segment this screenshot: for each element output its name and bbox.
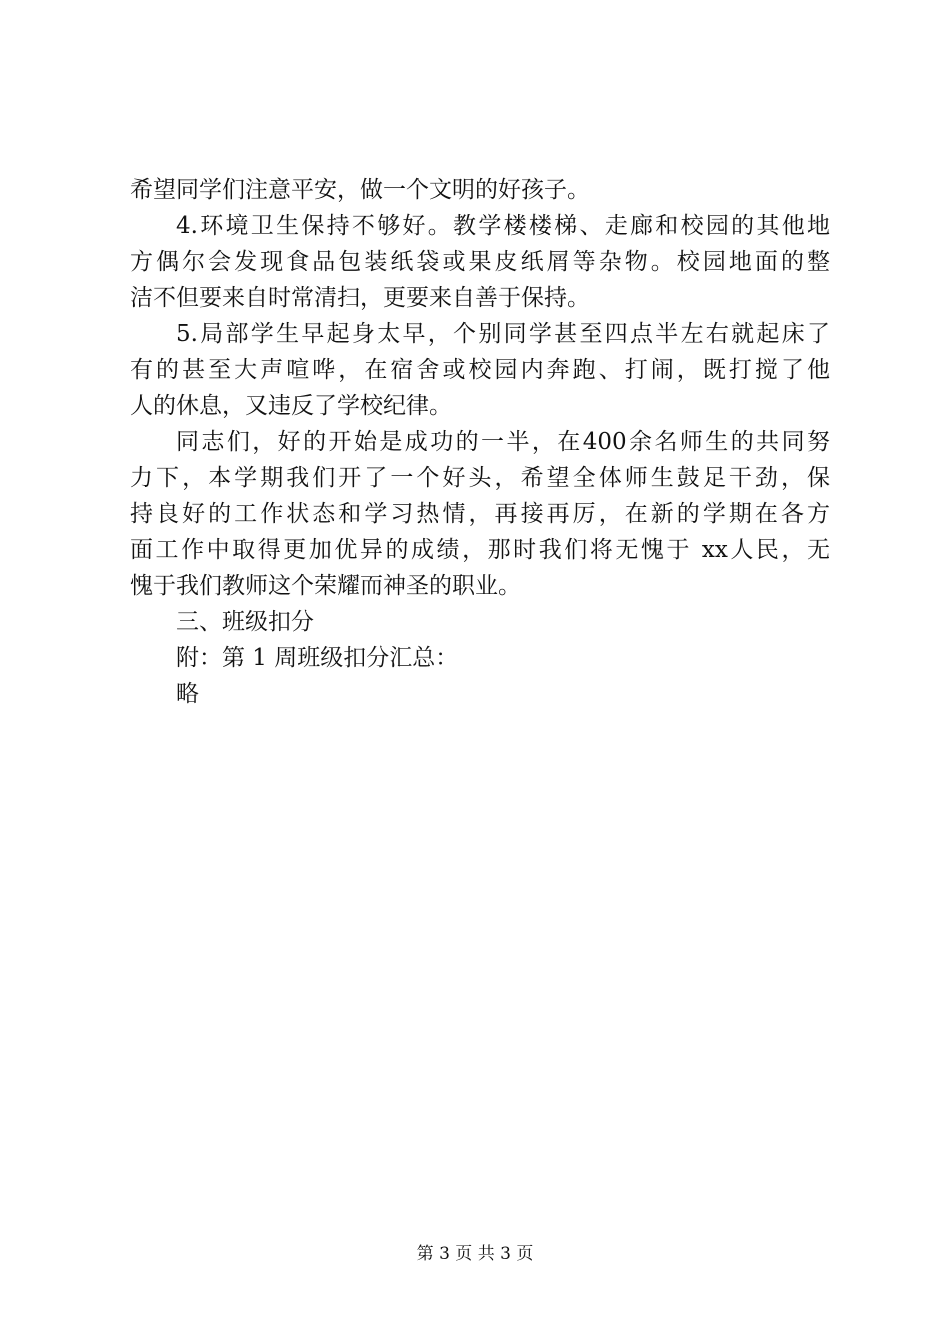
section-heading: 三、班级扣分 <box>176 609 314 635</box>
paragraph-line: 人的休息，又违反了学校纪律。 <box>130 393 452 419</box>
paragraph-line: 力下，本学期我们开了一个好头，希望全体师生鼓足干劲，保 <box>130 465 830 491</box>
paragraph-line: 面工作中取得更加优异的成绩，那时我们将无愧于 xx人民，无 <box>130 537 830 563</box>
paragraph-line: 有的甚至大声喧哗，在宿舍或校园内奔跑、打闹，既打搅了他 <box>130 357 830 383</box>
paragraph-line: 同志们，好的开始是成功的一半，在400余名师生的共同努 <box>176 429 830 455</box>
document-body <box>130 172 830 712</box>
paragraph-line: 希望同学们注意平安，做一个文明的好孩子。 <box>130 177 590 203</box>
appendix-content: 略 <box>176 681 199 707</box>
page-footer: 第 3 页 共 3 页 <box>416 1244 534 1264</box>
paragraph-line: 方偶尔会发现食品包装纸袋或果皮纸屑等杂物。校园地面的整 <box>130 249 830 275</box>
paragraph-line: 愧于我们教师这个荣耀而神圣的职业。 <box>130 573 521 599</box>
paragraph-line: 持良好的工作状态和学习热情，再接再厉，在新的学期在各方 <box>130 501 830 527</box>
paragraph-line: 4.环境卫生保持不够好。教学楼楼梯、走廊和校园的其他地 <box>176 213 830 239</box>
paragraph-line: 洁不但要来自时常清扫，更要来自善于保持。 <box>130 285 590 311</box>
appendix-title: 附：第 1 周班级扣分汇总： <box>176 645 459 671</box>
paragraph-line: 5.局部学生早起身太早，个别同学甚至四点半左右就起床了 <box>176 321 830 347</box>
